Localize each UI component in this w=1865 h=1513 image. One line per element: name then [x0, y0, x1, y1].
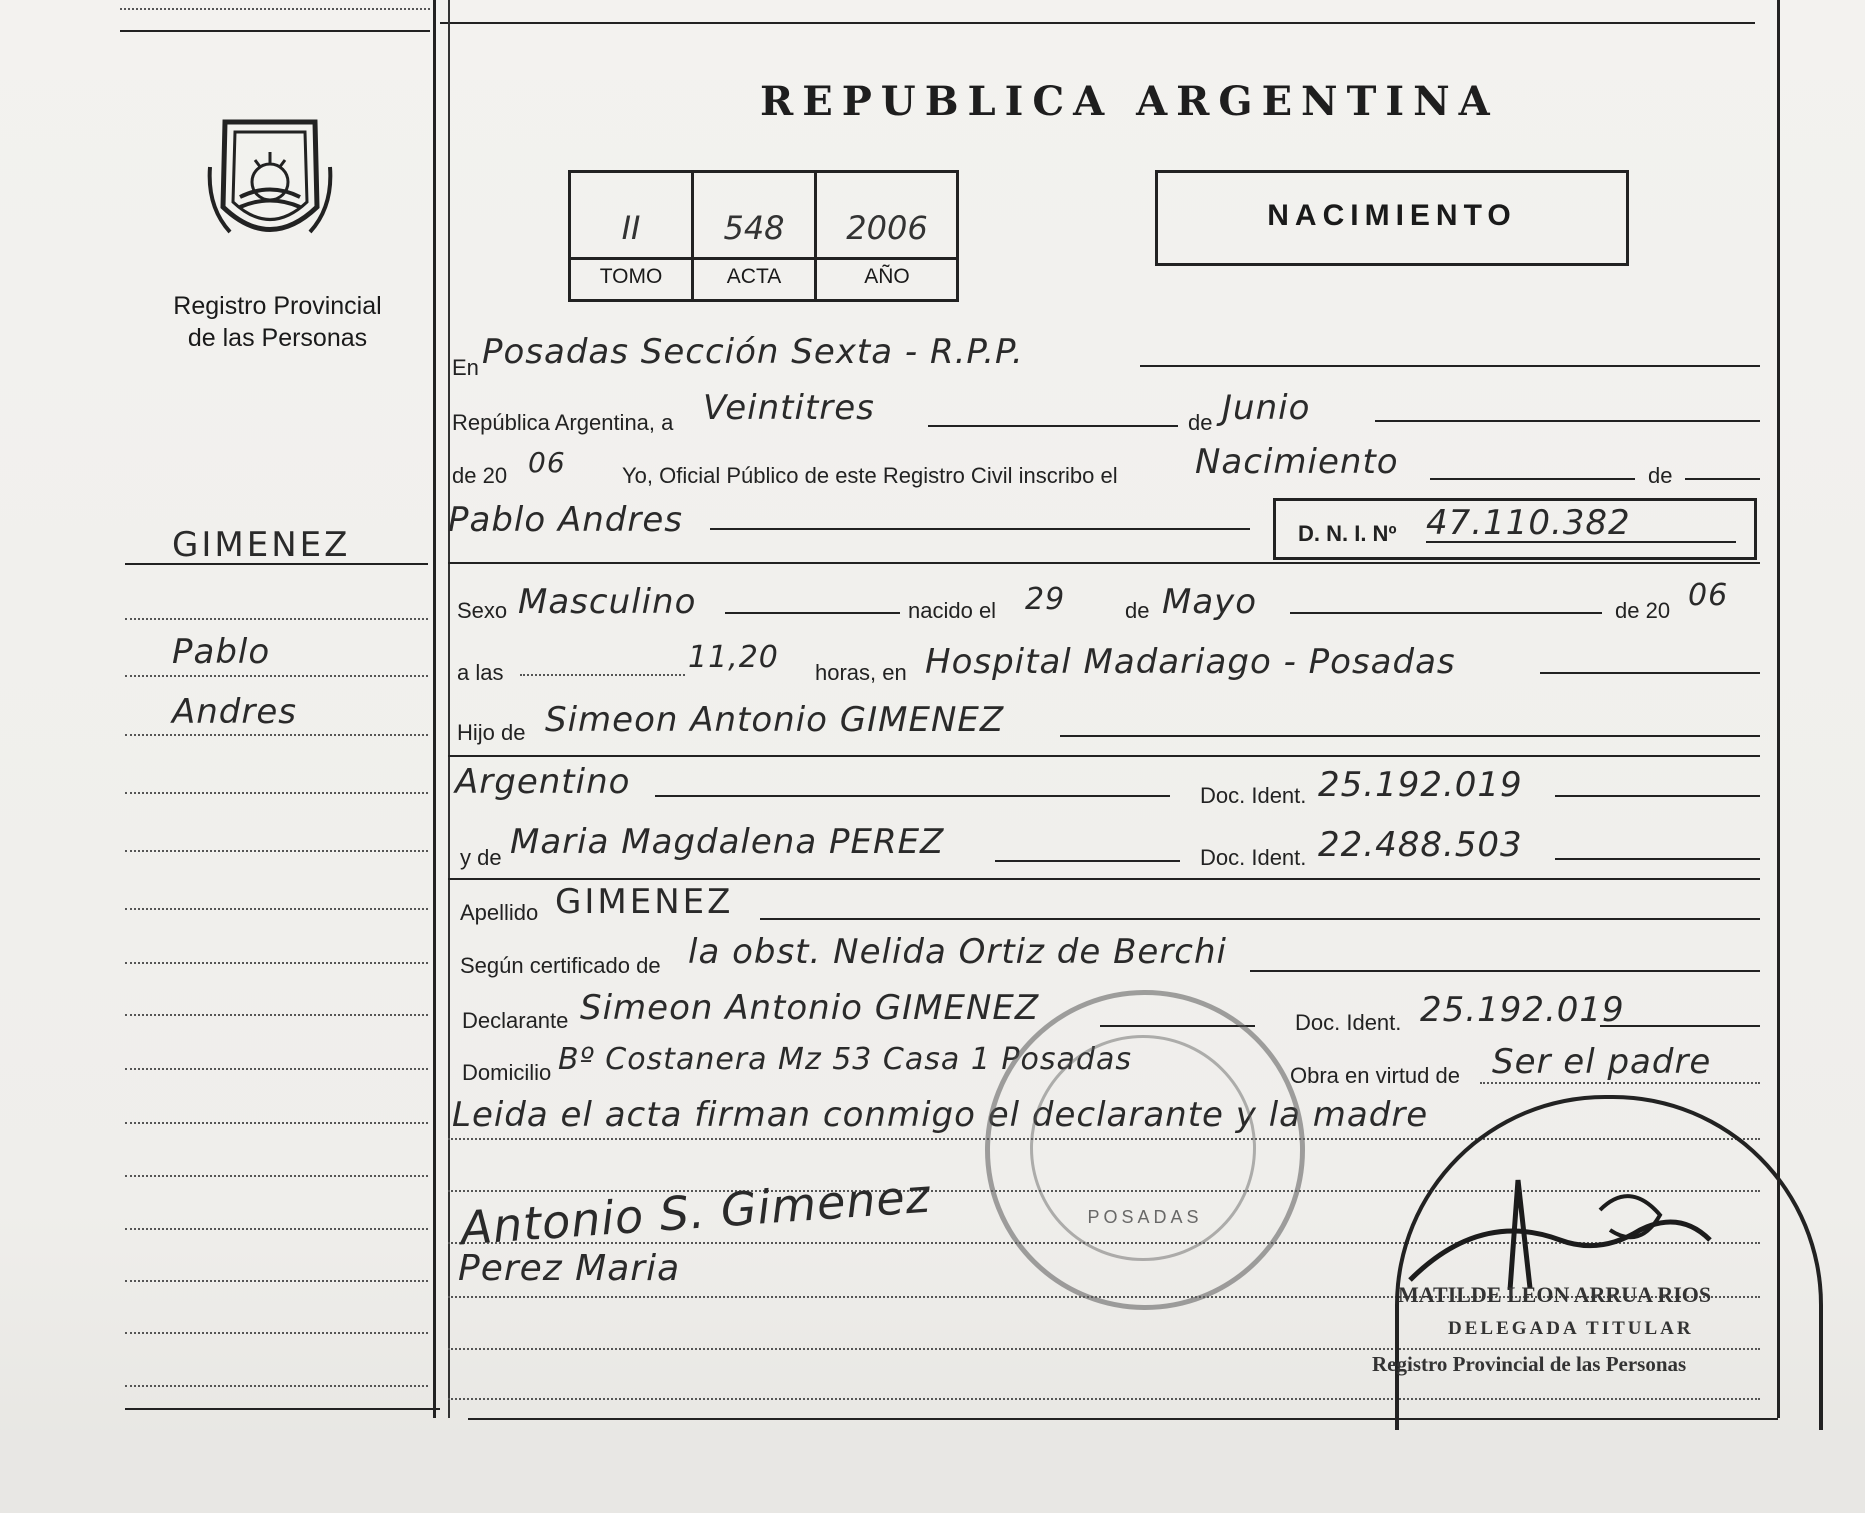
margin-line: [125, 1175, 428, 1177]
domicilio-value: Bº Costanera Mz 53 Casa 1 Posadas: [558, 1042, 1132, 1077]
official-stamp: [985, 990, 1305, 1310]
lugar-inscripcion: Posadas Sección Sexta - R.P.P.: [482, 332, 1024, 372]
margin-line: [125, 908, 428, 910]
margin-rule: [125, 563, 428, 565]
de2-label: de: [1648, 463, 1673, 488]
doc3-label: Doc. Ident.: [1295, 1010, 1402, 1035]
signature-madre: Perez Maria: [458, 1248, 681, 1289]
de20-label: de 20: [452, 463, 508, 488]
official-office: Registro Provincial de las Personas: [1372, 1352, 1687, 1376]
line: [1480, 1082, 1760, 1084]
apellido-value: GIMENEZ: [555, 882, 734, 922]
stamp-city: POSADAS: [1087, 1207, 1203, 1227]
margin-line: [125, 1014, 428, 1016]
line: [995, 860, 1180, 862]
padre-documento: 25.192.019: [1318, 765, 1523, 805]
misiones-coat-of-arms-icon: [205, 112, 335, 257]
doc1-label: Doc. Ident.: [1200, 783, 1307, 808]
apellido-label: Apellido: [460, 900, 539, 925]
line: [655, 795, 1170, 797]
doc2-label: Doc. Ident.: [1200, 845, 1307, 870]
declarante-documento: 25.192.019: [1420, 990, 1625, 1030]
obra-value: Ser el padre: [1492, 1042, 1712, 1082]
acta-label: ACTA: [726, 265, 782, 288]
mes-inscripcion: Junio: [1222, 388, 1311, 428]
sexo-value: Masculino: [518, 582, 697, 622]
registry-name: [150, 290, 405, 354]
margin-line: [125, 734, 428, 736]
dia-inscripcion: Veintitres: [703, 388, 875, 428]
nombre-inscripto: Pablo Andres: [448, 500, 683, 540]
margin-line: [125, 1385, 428, 1387]
anio-cell: [817, 173, 956, 299]
en-label: En: [452, 355, 479, 380]
tomo-cell: [571, 173, 694, 299]
column-divider-1: [433, 0, 436, 1418]
anio-label: AÑO: [864, 265, 910, 288]
anio-inscripcion: 06: [528, 446, 566, 479]
line: [760, 918, 1760, 920]
margin-line: [125, 675, 428, 677]
republica-label: República Argentina, a: [452, 410, 674, 435]
margin-line: [125, 1332, 428, 1334]
line: [1685, 478, 1760, 480]
margin-line: [125, 1068, 428, 1070]
top-rule-right: [440, 22, 1755, 24]
line: [448, 878, 1760, 880]
acta-value: 548: [723, 209, 785, 247]
margin-line: [125, 1280, 428, 1282]
margin-line: [125, 618, 428, 620]
line: [928, 425, 1178, 427]
tomo-label: TOMO: [599, 265, 663, 288]
line: [520, 674, 685, 676]
column-divider-2: [448, 0, 450, 1418]
line: [1540, 672, 1760, 674]
line: [1555, 795, 1760, 797]
record-number-table: [568, 170, 959, 302]
yde-label: y de: [460, 845, 502, 870]
line: [725, 612, 900, 614]
line: [1600, 1025, 1760, 1027]
declarante-value: Simeon Antonio GIMENEZ: [580, 988, 1040, 1028]
record-type-box: [1155, 170, 1629, 266]
certificado-value: la obst. Nelida Ortiz de Berchi: [688, 932, 1227, 972]
top-dotted-line: [120, 8, 430, 10]
dni-value: 47.110.382: [1426, 503, 1631, 543]
acta-cell: [694, 173, 817, 299]
horas-label: horas, en: [815, 660, 907, 685]
hora-nacimiento: 11,20: [688, 640, 779, 675]
record-type: NACIMIENTO: [1267, 199, 1517, 232]
registry-line-1: Registro Provincial: [173, 292, 382, 320]
line: [1140, 365, 1760, 367]
nacido-label: nacido el: [908, 598, 997, 623]
nacimiento-dia: 29: [1025, 582, 1066, 617]
margin-line: [125, 792, 428, 794]
record-table-divider: [571, 257, 956, 260]
obra-label: Obra en virtud de: [1290, 1063, 1460, 1088]
line: [1375, 420, 1760, 422]
margin-bottom-rule: [125, 1408, 440, 1410]
margin-line: [125, 1122, 428, 1124]
line: [1250, 970, 1760, 972]
leida-acta-text: Leida el acta firman conmigo el declarante y la madre: [452, 1095, 1429, 1135]
dni-label: D. N. I. Nº: [1298, 521, 1397, 546]
official-role: DELEGADA TITULAR: [1448, 1318, 1694, 1339]
signature-declarante: Antonio S. Gimenez: [458, 1168, 933, 1256]
madre-nombre: Maria Magdalena PEREZ: [510, 822, 945, 862]
line: [1060, 735, 1760, 737]
margin-line: [125, 1228, 428, 1230]
nacimiento-anio: 06: [1688, 578, 1729, 613]
page-bottom-edge: [0, 1430, 1865, 1513]
lugar-nacimiento: Hospital Madariago - Posadas: [925, 642, 1456, 682]
hijo-label: Hijo de: [457, 720, 526, 745]
certificado-label: Según certificado de: [460, 953, 661, 978]
sexo-label: Sexo: [457, 598, 508, 623]
margin-line: [125, 850, 428, 852]
official-signature-scribble: [1400, 1170, 1730, 1300]
registry-line-2: de las Personas: [187, 324, 368, 352]
de-label: de: [1188, 410, 1213, 435]
document-title: REPUBLICA ARGENTINA: [760, 78, 1499, 125]
yo-oficial-label: Yo, Oficial Público de este Registro Civil inscribo el: [622, 463, 1118, 488]
line: [448, 562, 1760, 564]
line: [1555, 858, 1760, 860]
line: [1430, 478, 1635, 480]
line: [1426, 541, 1736, 543]
acto-inscripto: Nacimiento: [1195, 442, 1399, 482]
top-rule-left: [120, 30, 430, 32]
nacimiento-mes: Mayo: [1162, 582, 1258, 622]
line: [1290, 612, 1602, 614]
de3-label: de: [1125, 598, 1150, 623]
dni-box: [1273, 498, 1757, 560]
madre-documento: 22.488.503: [1318, 825, 1523, 865]
padre-nacionalidad: Argentino: [455, 762, 631, 802]
anio-value: 2006: [846, 209, 928, 247]
official-name: MATILDE LEON ARRUA RIOS: [1398, 1282, 1712, 1307]
domicilio-label: Domicilio: [462, 1060, 552, 1085]
margin-line: [125, 962, 428, 964]
de20b-label: de 20: [1615, 598, 1671, 623]
declarante-label: Declarante: [462, 1008, 569, 1033]
line: [710, 528, 1250, 530]
margin-name-1: Pablo: [172, 632, 271, 672]
a-las-label: a las: [457, 660, 504, 685]
margin-name-2: Andres: [172, 692, 297, 732]
tomo-value: II: [621, 209, 641, 247]
padre-nombre: Simeon Antonio GIMENEZ: [545, 700, 1005, 740]
margin-surname: GIMENEZ: [172, 525, 351, 565]
line: [448, 755, 1760, 757]
